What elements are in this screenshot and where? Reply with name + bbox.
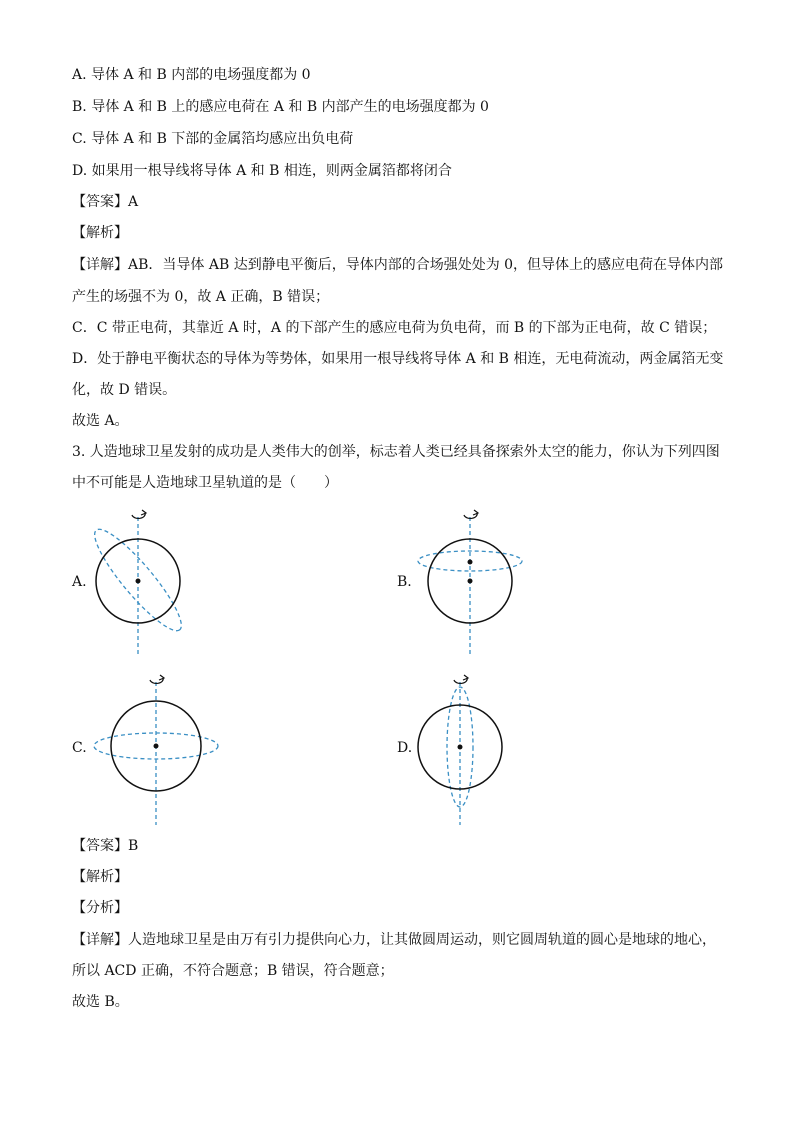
figure-d — [415, 670, 515, 830]
prev-detail-line-3: C．C 带正电荷，其靠近 A 时，A 的下部产生的感应电荷为负电荷，而 B 的下部为正电荷，故 C 错误； — [72, 320, 717, 336]
figure-a-center-dot — [136, 579, 141, 584]
figure-c-center-dot — [154, 744, 159, 749]
option-a: A. 导体 A 和 B 内部的电场强度都为 0 — [72, 67, 311, 83]
conclusion: 故选 B。 — [72, 994, 129, 1010]
prev-detail-line-1: 【详解】AB．当导体 AB 达到静电平衡后，导体内部的合场强处处为 0，但导体上的感应电荷在导体内部 — [72, 257, 724, 273]
prev-answer: 【答案】A — [72, 194, 139, 210]
figure-d-orbit — [447, 682, 473, 825]
detail-line-1: 【详解】人造地球卫星是由万有引力提供向心力，让其做圆周运动，则它圆周轨道的圆心是地球的地心， — [72, 932, 716, 948]
figure-c-orbit — [94, 682, 218, 825]
figure-b — [415, 505, 530, 660]
option-b: B. 导体 A 和 B 上的感应电荷在 A 和 B 内部产生的电场强度都为 0 — [72, 99, 489, 115]
figure-b-orbit — [418, 517, 522, 655]
figure-a-label: A. — [72, 574, 87, 590]
analysis-title: 【解析】 — [72, 869, 128, 885]
prev-detail-line-5: 化，故 D 错误。 — [72, 382, 177, 398]
prev-detail-line-4: D．处于静电平衡状态的导体为等势体，如果用一根导线将导体 A 和 B 相连，无电荷流动，两金属箔无变 — [72, 351, 724, 367]
figure-b-label: B. — [397, 574, 412, 590]
question-3-line-2: 中不可能是人造地球卫星轨道的是（ ） — [72, 475, 338, 491]
fenxi-title: 【分析】 — [72, 900, 128, 916]
figure-a — [90, 505, 200, 660]
figure-b-orbit-dot — [468, 560, 473, 565]
figure-d-center-dot — [458, 745, 463, 750]
detail-line-2: 所以 ACD 正确，不符合题意；B 错误，符合题意； — [72, 963, 394, 979]
option-c: C. 导体 A 和 B 下部的金属箔均感应出负电荷 — [72, 131, 354, 147]
prev-analysis-title: 【解析】 — [72, 225, 128, 241]
figure-b-center-dot — [468, 579, 473, 584]
prev-conclusion: 故选 A。 — [72, 413, 129, 429]
figure-a-orbit — [85, 517, 192, 655]
prev-detail-line-2: 产生的场强不为 0，故 A 正确，B 错误； — [72, 289, 330, 305]
answer: 【答案】B — [72, 838, 139, 854]
question-3-line-1: 3. 人造地球卫星发射的成功是人类伟大的创举，标志着人类已经具备探索外太空的能力，你认为下列四图 — [72, 444, 720, 460]
figure-c-label: C. — [72, 740, 87, 756]
option-d: D. 如果用一根导线将导体 A 和 B 相连，则两金属箔都将闭合 — [72, 163, 452, 179]
figure-c — [90, 670, 220, 830]
figure-d-label: D. — [397, 740, 413, 756]
